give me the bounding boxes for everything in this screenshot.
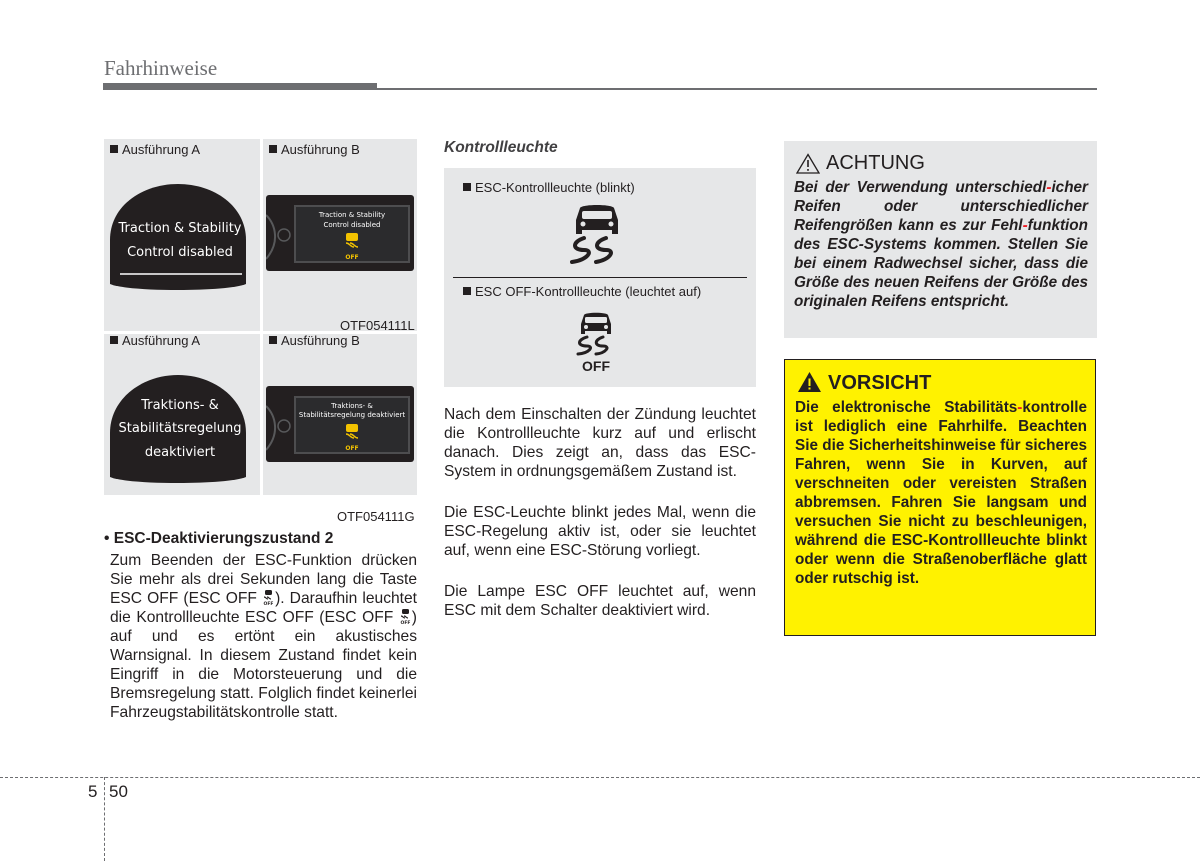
figure-caption: Ausführung A [110, 142, 200, 157]
off-label: OFF [582, 358, 610, 374]
figure-caption: Ausführung B [269, 142, 360, 157]
esc-off-icon [262, 589, 275, 607]
gauge-display-a [108, 371, 248, 487]
esc-off-indicator-icon [573, 311, 619, 357]
caution-title: ACHTUNG [826, 152, 925, 174]
gauge-text-line: Traction & Stability [118, 221, 242, 236]
off-label: OFF [345, 254, 359, 261]
svg-text:OFF: OFF [400, 621, 411, 626]
figure-caption: Ausführung A [110, 333, 200, 348]
footer-rule [0, 777, 1200, 778]
caution-text: Bei der Verwendung unterschiedl-icher Reifen oder unterschiedlicher Reifengrößen kann es zur Fehl-funktion des ESC-Systems kommen. Stellen Sie bei einem Radwechsel sicher, dass die Größe des neuen Reifens der Größe des originalen Reifens entspricht. [794, 179, 1088, 310]
figure-caption: Ausführung B [269, 333, 360, 348]
bullet-heading: • ESC-Deaktivierungszustand 2 [104, 530, 334, 547]
gauge-display-a [108, 180, 248, 294]
section-title: Fahrhinweise [104, 56, 218, 80]
paragraph: Zum Beenden der ESC-Funktion drücken Sie mehr als drei Sekunden lang die Taste ESC OFF (ESC OFF OFF ). Daraufhin leuchtet die Kontrollleuchte ESC OFF (ESC OFF OFF ) auf und es ertönt ein akustisches Warnsignal. In diesem Zustand findet kein Eingriff in die Motorsteuerung und die Bremsregelung statt. Folglich findet keinerlei Fahrzeugstabilitätskontrolle statt. [110, 552, 418, 721]
figure-code: OTF054111L [340, 318, 415, 333]
gauge-text-line: deaktiviert [144, 445, 216, 460]
gauge-text-line: Traktions- & [141, 398, 219, 413]
page-number: 50 [109, 782, 128, 801]
gauge-text-line: Control disabled [127, 245, 233, 260]
cluster-text-line: Traktions- & [331, 402, 373, 410]
warning-title: VORSICHT [828, 372, 932, 394]
figure-code: OTF054111G [337, 509, 415, 524]
header-rule-thin [377, 88, 1097, 90]
off-label: OFF [345, 445, 359, 452]
cluster-text-line: Control disabled [323, 221, 381, 229]
warning-outline-icon [796, 153, 820, 174]
paragraph: Die Lampe ESC OFF leuchtet auf, wenn ESC mit dem Schalter deaktiviert wird. [444, 583, 756, 619]
header-rule-thick [103, 83, 377, 90]
section-heading: Kontrollleuchte [444, 139, 558, 156]
indicator-caption: ESC-Kontrollleuchte (blinkt) [463, 180, 635, 195]
esc-off-icon [399, 608, 412, 626]
svg-text:OFF: OFF [263, 602, 274, 607]
warning-filled-icon [797, 371, 822, 393]
indicator-caption: ESC OFF-Kontrollleuchte (leuchtet auf) [463, 284, 701, 299]
paragraph: Die ESC-Leuchte blinkt jedes Mal, wenn die ESC-Regelung aktiv ist, oder sie leuchtet auf, wenn eine ESC-Störung vorliegt. [444, 504, 756, 559]
instrument-cluster-b [266, 195, 414, 271]
cluster-text-line: Stabilitätsregelung deaktiviert [298, 411, 406, 419]
footer-rule-vertical [104, 777, 105, 861]
warning-text: Die elektronische Stabilitäts-kontrolle ist lediglich eine Fahrhilfe. Beachten Sie die Sicherheitshinweise für sicheres Fahren, wenn Sie in Kurven, auf verschneiten oder vereisten Straßen abbremsen. Fahren Sie langsam und versuchen Sie nicht zu beschleunigen, während die ESC-Kontrollleuchte blinkt oder wenn die Straßenoberfläche glatt oder rutschig ist. [795, 399, 1087, 587]
gauge-text-line: Stabilitätsregelung [118, 421, 242, 436]
panel-divider [260, 139, 263, 331]
paragraph: Nach dem Einschalten der Zündung leuchtet die Kontrollleuchte kurz auf und erlischt danach. Dies zeigt an, dass das ESC-System in ordnungsgemäßem Zustand ist. [444, 406, 756, 480]
instrument-cluster-b [266, 386, 414, 462]
chapter-number: 5 [88, 782, 98, 801]
cluster-text-line: Traction & Stability [318, 211, 386, 219]
panel-divider [260, 334, 263, 495]
indicator-divider [453, 277, 747, 278]
esc-indicator-icon [566, 202, 628, 266]
